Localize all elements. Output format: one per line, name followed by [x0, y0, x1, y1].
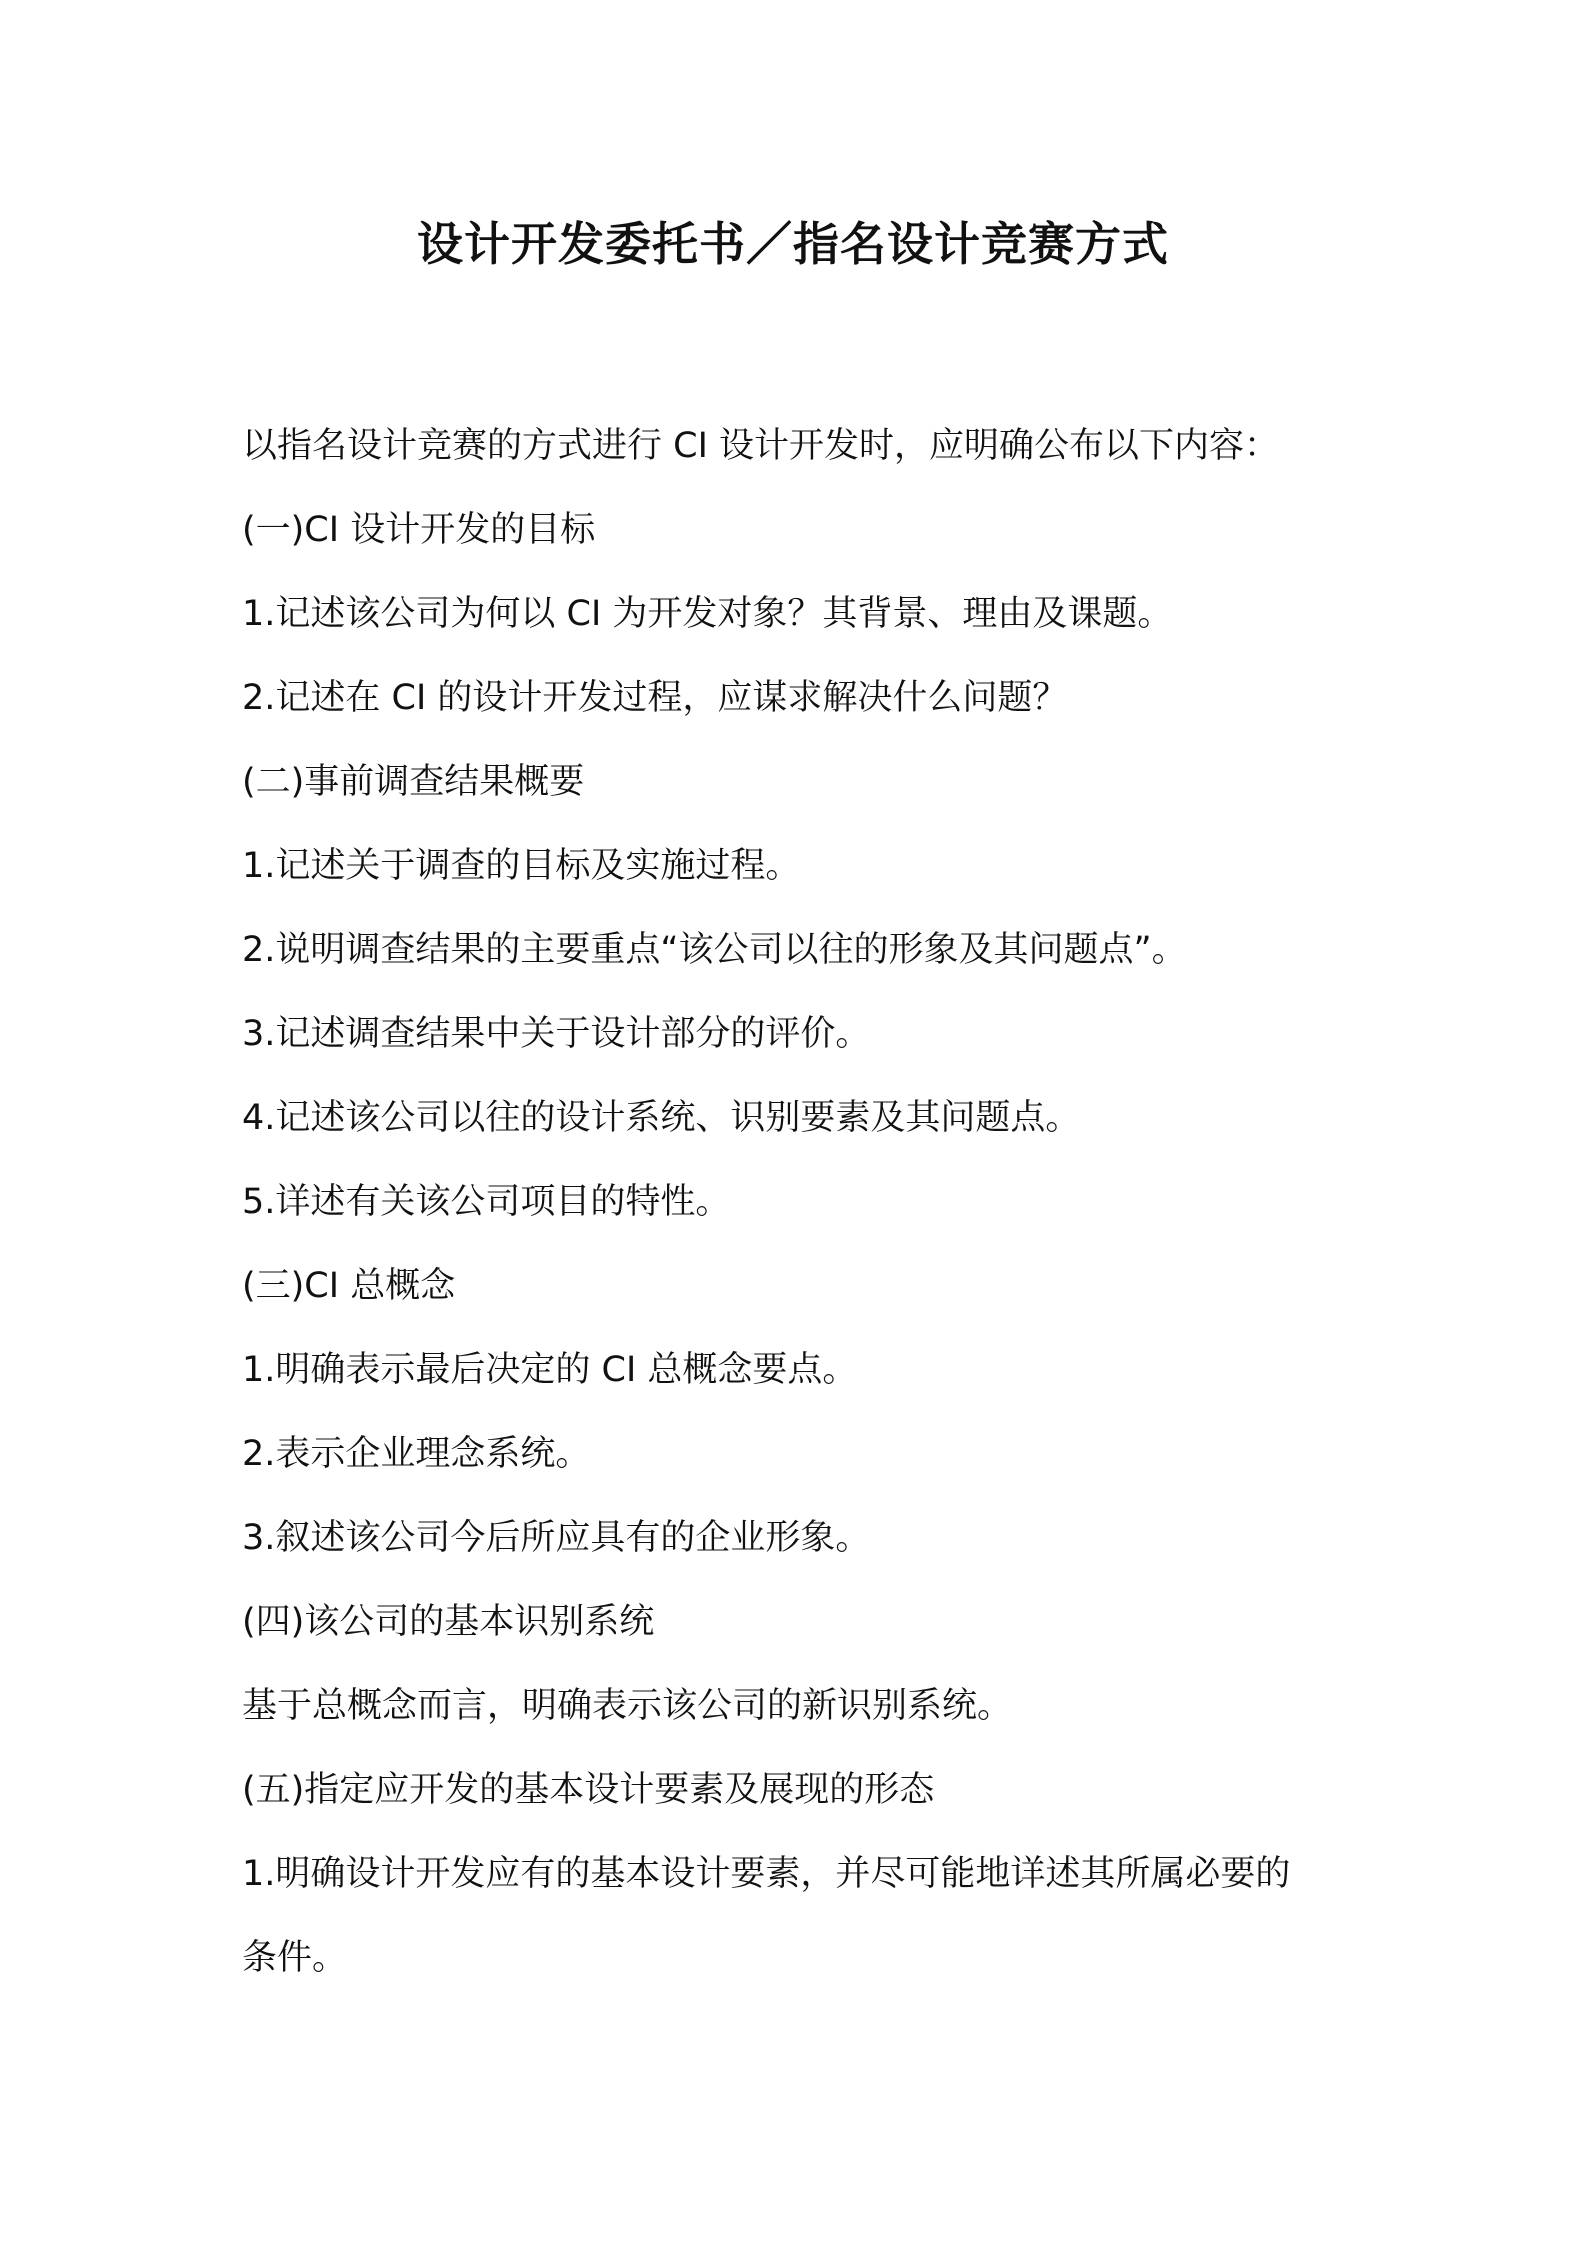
list-item: 4.记述该公司以往的设计系统、识别要素及其问题点。 [242, 1098, 1081, 1138]
section-heading-3: (三)CI 总概念 [242, 1266, 456, 1306]
section-heading-5: (五)指定应开发的基本设计要素及展现的形态 [242, 1770, 935, 1810]
list-item: 1.记述关于调查的目标及实施过程。 [242, 846, 801, 886]
document-title: 设计开发委托书／指名设计竞赛方式 [417, 217, 1169, 271]
list-item-continuation: 条件。 [242, 1938, 348, 1978]
list-item: 1.明确设计开发应有的基本设计要素，并尽可能地详述其所属必要的 [242, 1854, 1291, 1894]
list-item: 5.详述有关该公司项目的特性。 [242, 1182, 731, 1222]
document-body [242, 404, 1362, 2000]
list-item: 2.说明调查结果的主要重点“该公司以往的形象及其问题点”。 [242, 930, 1187, 970]
body-line-intro: 以指名设计竞赛的方式进行 CI 设计开发时，应明确公布以下内容： [242, 426, 1280, 466]
list-item: 2.表示企业理念系统。 [242, 1434, 591, 1474]
list-item: 3.记述调查结果中关于设计部分的评价。 [242, 1014, 871, 1054]
list-item: 1.记述该公司为何以 CI 为开发对象？其背景、理由及课题。 [242, 594, 1173, 634]
list-item: 1.明确表示最后决定的 CI 总概念要点。 [242, 1350, 858, 1390]
list-item: 3.叙述该公司今后所应具有的企业形象。 [242, 1518, 871, 1558]
body-paragraph: 基于总概念而言，明确表示该公司的新识别系统。 [242, 1686, 1013, 1726]
section-heading-4: (四)该公司的基本识别系统 [242, 1602, 655, 1642]
section-heading-2: (二)事前调查结果概要 [242, 762, 585, 802]
section-heading-1: (一)CI 设计开发的目标 [242, 510, 596, 550]
list-item: 2.记述在 CI 的设计开发过程，应谋求解决什么问题？ [242, 678, 1068, 718]
